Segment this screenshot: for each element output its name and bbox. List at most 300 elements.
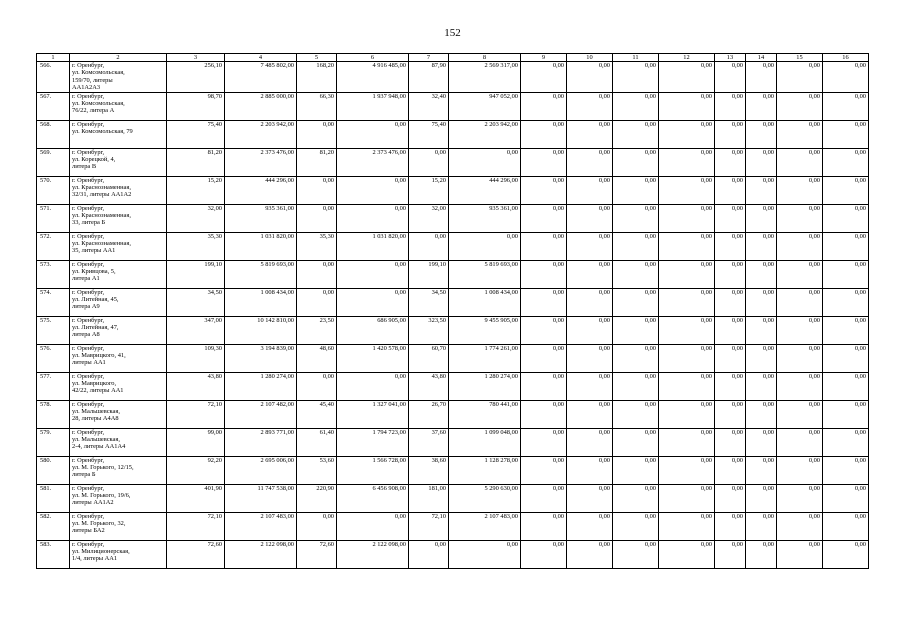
row-number-cell: 568.: [37, 120, 70, 148]
value-cell-c4: 10 142 810,00: [225, 316, 297, 344]
value-cell-c4: 444 296,00: [225, 176, 297, 204]
value-cell-c5: 72,60: [297, 540, 337, 568]
value-cell-c5: 61,40: [297, 428, 337, 456]
value-cell-c3: 401,90: [167, 484, 225, 512]
value-cell-c8: 444 296,00: [449, 176, 521, 204]
value-cell-c7: 72,10: [409, 512, 449, 540]
value-cell-c15: 0,00: [777, 316, 823, 344]
table-row: [37, 260, 869, 288]
value-cell-c13: 0,00: [715, 260, 746, 288]
value-cell-c7: 0,00: [409, 148, 449, 176]
value-cell-c4: 2 203 942,00: [225, 120, 297, 148]
value-cell-c9: 0,00: [521, 288, 567, 316]
address-cell: г. Оренбург, ул. Комсомольская, 79: [70, 120, 167, 148]
table-row: [37, 62, 869, 93]
value-cell-c14: 0,00: [746, 260, 777, 288]
value-cell-c12: 0,00: [659, 260, 715, 288]
value-cell-c10: 0,00: [567, 260, 613, 288]
row-number-cell: 582.: [37, 512, 70, 540]
value-cell-c7: 32,00: [409, 204, 449, 232]
address-cell: г. Оренбург, ул. Мальшевская, 2-4, литеры АА1А4: [70, 428, 167, 456]
value-cell-c16: 0,00: [823, 540, 869, 568]
value-cell-c9: 0,00: [521, 400, 567, 428]
table-row: [37, 400, 869, 428]
value-cell-c9: 0,00: [521, 148, 567, 176]
address-cell: г. Оренбург, ул. Корецкой, 4, литера В: [70, 148, 167, 176]
value-cell-c7: 37,60: [409, 428, 449, 456]
value-cell-c16: 0,00: [823, 400, 869, 428]
value-cell-c13: 0,00: [715, 92, 746, 120]
value-cell-c14: 0,00: [746, 540, 777, 568]
value-cell-c8: 1 128 278,00: [449, 456, 521, 484]
row-number-cell: 566.: [37, 62, 70, 93]
value-cell-c6: 686 905,00: [337, 316, 409, 344]
value-cell-c14: 0,00: [746, 92, 777, 120]
value-cell-c16: 0,00: [823, 288, 869, 316]
value-cell-c7: 32,40: [409, 92, 449, 120]
value-cell-c13: 0,00: [715, 176, 746, 204]
value-cell-c3: 34,50: [167, 288, 225, 316]
column-number-cell: 13: [715, 54, 746, 62]
value-cell-c10: 0,00: [567, 344, 613, 372]
value-cell-c12: 0,00: [659, 316, 715, 344]
value-cell-c3: 72,60: [167, 540, 225, 568]
value-cell-c5: 66,30: [297, 92, 337, 120]
value-cell-c3: 72,10: [167, 512, 225, 540]
value-cell-c6: 0,00: [337, 260, 409, 288]
value-cell-c6: 0,00: [337, 288, 409, 316]
value-cell-c10: 0,00: [567, 316, 613, 344]
value-cell-c16: 0,00: [823, 316, 869, 344]
value-cell-c13: 0,00: [715, 148, 746, 176]
value-cell-c14: 0,00: [746, 428, 777, 456]
value-cell-c9: 0,00: [521, 484, 567, 512]
value-cell-c7: 199,10: [409, 260, 449, 288]
value-cell-c7: 0,00: [409, 540, 449, 568]
value-cell-c3: 75,40: [167, 120, 225, 148]
column-number-cell: 8: [449, 54, 521, 62]
value-cell-c11: 0,00: [613, 92, 659, 120]
value-cell-c13: 0,00: [715, 372, 746, 400]
value-cell-c4: 935 361,00: [225, 204, 297, 232]
value-cell-c13: 0,00: [715, 428, 746, 456]
value-cell-c8: 2 107 483,00: [449, 512, 521, 540]
value-cell-c8: 2 203 942,00: [449, 120, 521, 148]
value-cell-c9: 0,00: [521, 540, 567, 568]
value-cell-c4: 2 107 482,00: [225, 400, 297, 428]
value-cell-c3: 72,10: [167, 400, 225, 428]
column-number-cell: 11: [613, 54, 659, 62]
value-cell-c5: 35,30: [297, 232, 337, 260]
value-cell-c4: 2 122 098,00: [225, 540, 297, 568]
value-cell-c14: 0,00: [746, 316, 777, 344]
value-cell-c7: 15,20: [409, 176, 449, 204]
value-cell-c9: 0,00: [521, 512, 567, 540]
value-cell-c12: 0,00: [659, 120, 715, 148]
row-number-cell: 579.: [37, 428, 70, 456]
column-number-header: [37, 54, 869, 62]
value-cell-c9: 0,00: [521, 260, 567, 288]
value-cell-c11: 0,00: [613, 344, 659, 372]
value-cell-c8: 935 361,00: [449, 204, 521, 232]
value-cell-c16: 0,00: [823, 120, 869, 148]
value-cell-c7: 38,60: [409, 456, 449, 484]
page-number: 152: [444, 27, 461, 39]
value-cell-c9: 0,00: [521, 176, 567, 204]
value-cell-c16: 0,00: [823, 148, 869, 176]
column-number-cell: 6: [337, 54, 409, 62]
value-cell-c14: 0,00: [746, 62, 777, 93]
table-row: [37, 176, 869, 204]
value-cell-c3: 32,00: [167, 204, 225, 232]
value-cell-c3: 109,30: [167, 344, 225, 372]
table-row: [37, 92, 869, 120]
row-number-cell: 567.: [37, 92, 70, 120]
value-cell-c16: 0,00: [823, 484, 869, 512]
value-cell-c16: 0,00: [823, 344, 869, 372]
row-number-cell: 581.: [37, 484, 70, 512]
value-cell-c4: 11 747 538,00: [225, 484, 297, 512]
value-cell-c10: 0,00: [567, 428, 613, 456]
value-cell-c7: 0,00: [409, 232, 449, 260]
value-cell-c12: 0,00: [659, 92, 715, 120]
row-number-cell: 578.: [37, 400, 70, 428]
value-cell-c3: 256,10: [167, 62, 225, 93]
value-cell-c9: 0,00: [521, 120, 567, 148]
column-number-cell: 1: [37, 54, 70, 62]
column-number-cell: 5: [297, 54, 337, 62]
column-number-cell: 12: [659, 54, 715, 62]
address-cell: г. Оренбург, ул. Мальшевская, 28, литеры А4А8: [70, 400, 167, 428]
table-row: [37, 512, 869, 540]
value-cell-c3: 99,00: [167, 428, 225, 456]
row-number-cell: 575.: [37, 316, 70, 344]
value-cell-c9: 0,00: [521, 316, 567, 344]
property-table: [36, 53, 869, 569]
value-cell-c15: 0,00: [777, 176, 823, 204]
value-cell-c11: 0,00: [613, 204, 659, 232]
row-number-cell: 574.: [37, 288, 70, 316]
row-number-cell: 573.: [37, 260, 70, 288]
value-cell-c10: 0,00: [567, 400, 613, 428]
value-cell-c13: 0,00: [715, 232, 746, 260]
value-cell-c15: 0,00: [777, 512, 823, 540]
address-cell: г. Оренбург, ул. Краснознаменная, 35, литеры АА1: [70, 232, 167, 260]
value-cell-c5: 0,00: [297, 260, 337, 288]
row-number-cell: 571.: [37, 204, 70, 232]
value-cell-c4: 2 893 771,00: [225, 428, 297, 456]
value-cell-c11: 0,00: [613, 176, 659, 204]
column-number-cell: 7: [409, 54, 449, 62]
value-cell-c12: 0,00: [659, 176, 715, 204]
value-cell-c14: 0,00: [746, 148, 777, 176]
value-cell-c7: 75,40: [409, 120, 449, 148]
address-cell: г. Оренбург, ул. Милиционерская, 1/4, литеры АА1: [70, 540, 167, 568]
value-cell-c14: 0,00: [746, 484, 777, 512]
value-cell-c9: 0,00: [521, 204, 567, 232]
value-cell-c4: 2 107 483,00: [225, 512, 297, 540]
value-cell-c8: 0,00: [449, 148, 521, 176]
value-cell-c6: 1 420 578,00: [337, 344, 409, 372]
value-cell-c10: 0,00: [567, 176, 613, 204]
value-cell-c7: 181,00: [409, 484, 449, 512]
value-cell-c15: 0,00: [777, 372, 823, 400]
value-cell-c13: 0,00: [715, 540, 746, 568]
value-cell-c6: 1 937 948,00: [337, 92, 409, 120]
value-cell-c10: 0,00: [567, 232, 613, 260]
value-cell-c11: 0,00: [613, 428, 659, 456]
value-cell-c11: 0,00: [613, 260, 659, 288]
value-cell-c15: 0,00: [777, 260, 823, 288]
address-cell: г. Оренбург, ул. Маврицкого, 41, литеры АА1: [70, 344, 167, 372]
column-number-cell: 9: [521, 54, 567, 62]
value-cell-c14: 0,00: [746, 344, 777, 372]
value-cell-c5: 0,00: [297, 288, 337, 316]
value-cell-c12: 0,00: [659, 484, 715, 512]
value-cell-c10: 0,00: [567, 540, 613, 568]
value-cell-c12: 0,00: [659, 400, 715, 428]
value-cell-c10: 0,00: [567, 512, 613, 540]
value-cell-c12: 0,00: [659, 512, 715, 540]
value-cell-c11: 0,00: [613, 456, 659, 484]
value-cell-c11: 0,00: [613, 148, 659, 176]
value-cell-c15: 0,00: [777, 484, 823, 512]
row-number-cell: 569.: [37, 148, 70, 176]
value-cell-c5: 23,50: [297, 316, 337, 344]
value-cell-c14: 0,00: [746, 176, 777, 204]
value-cell-c11: 0,00: [613, 400, 659, 428]
address-cell: г. Оренбург, ул. Комсомольская, 159/70, литеры АА1А2А3: [70, 62, 167, 93]
value-cell-c13: 0,00: [715, 316, 746, 344]
value-cell-c7: 34,50: [409, 288, 449, 316]
value-cell-c13: 0,00: [715, 456, 746, 484]
value-cell-c8: 5 290 630,00: [449, 484, 521, 512]
address-cell: г. Оренбург, ул. Литейная, 47, литера А8: [70, 316, 167, 344]
row-number-cell: 583.: [37, 540, 70, 568]
value-cell-c7: 26,70: [409, 400, 449, 428]
value-cell-c15: 0,00: [777, 344, 823, 372]
row-number-cell: 572.: [37, 232, 70, 260]
value-cell-c10: 0,00: [567, 120, 613, 148]
value-cell-c13: 0,00: [715, 400, 746, 428]
value-cell-c12: 0,00: [659, 232, 715, 260]
value-cell-c15: 0,00: [777, 62, 823, 93]
value-cell-c15: 0,00: [777, 148, 823, 176]
value-cell-c3: 81,20: [167, 148, 225, 176]
value-cell-c13: 0,00: [715, 204, 746, 232]
value-cell-c4: 2 695 006,00: [225, 456, 297, 484]
value-cell-c5: 45,40: [297, 400, 337, 428]
value-cell-c14: 0,00: [746, 288, 777, 316]
value-cell-c5: 0,00: [297, 176, 337, 204]
value-cell-c6: 1 794 723,00: [337, 428, 409, 456]
value-cell-c8: 1 008 434,00: [449, 288, 521, 316]
value-cell-c10: 0,00: [567, 148, 613, 176]
value-cell-c8: 0,00: [449, 232, 521, 260]
table-row: [37, 288, 869, 316]
value-cell-c6: 0,00: [337, 176, 409, 204]
value-cell-c11: 0,00: [613, 484, 659, 512]
value-cell-c13: 0,00: [715, 484, 746, 512]
value-cell-c11: 0,00: [613, 512, 659, 540]
table-row: [37, 204, 869, 232]
value-cell-c15: 0,00: [777, 456, 823, 484]
value-cell-c3: 199,10: [167, 260, 225, 288]
value-cell-c5: 0,00: [297, 512, 337, 540]
value-cell-c11: 0,00: [613, 288, 659, 316]
column-number-cell: 16: [823, 54, 869, 62]
table-row: [37, 148, 869, 176]
value-cell-c4: 1 031 820,00: [225, 232, 297, 260]
value-cell-c5: 0,00: [297, 120, 337, 148]
value-cell-c6: 4 916 485,00: [337, 62, 409, 93]
table-row: [37, 484, 869, 512]
address-cell: г. Оренбург, ул. Кривцова, 5, литера А1: [70, 260, 167, 288]
value-cell-c8: 2 569 317,00: [449, 62, 521, 93]
value-cell-c4: 2 885 000,00: [225, 92, 297, 120]
value-cell-c16: 0,00: [823, 456, 869, 484]
value-cell-c8: 1 099 048,00: [449, 428, 521, 456]
value-cell-c12: 0,00: [659, 344, 715, 372]
value-cell-c9: 0,00: [521, 232, 567, 260]
value-cell-c6: 2 373 476,00: [337, 148, 409, 176]
value-cell-c5: 0,00: [297, 372, 337, 400]
value-cell-c3: 15,20: [167, 176, 225, 204]
value-cell-c9: 0,00: [521, 92, 567, 120]
address-cell: г. Оренбург, ул. Краснознаменная, 32/31, литеры АА1А2: [70, 176, 167, 204]
value-cell-c6: 0,00: [337, 372, 409, 400]
address-cell: г. Оренбург, ул. Маврицкого, 42/22, литеры АА1: [70, 372, 167, 400]
value-cell-c13: 0,00: [715, 288, 746, 316]
value-cell-c8: 5 819 693,00: [449, 260, 521, 288]
value-cell-c8: 780 441,00: [449, 400, 521, 428]
value-cell-c3: 35,30: [167, 232, 225, 260]
value-cell-c7: 43,80: [409, 372, 449, 400]
value-cell-c6: 0,00: [337, 204, 409, 232]
value-cell-c10: 0,00: [567, 204, 613, 232]
value-cell-c15: 0,00: [777, 92, 823, 120]
value-cell-c13: 0,00: [715, 62, 746, 93]
value-cell-c3: 98,70: [167, 92, 225, 120]
value-cell-c4: 7 485 802,00: [225, 62, 297, 93]
value-cell-c8: 1 280 274,00: [449, 372, 521, 400]
value-cell-c16: 0,00: [823, 232, 869, 260]
value-cell-c6: 6 456 908,00: [337, 484, 409, 512]
value-cell-c12: 0,00: [659, 204, 715, 232]
row-number-cell: 577.: [37, 372, 70, 400]
value-cell-c14: 0,00: [746, 512, 777, 540]
value-cell-c5: 81,20: [297, 148, 337, 176]
value-cell-c11: 0,00: [613, 62, 659, 93]
value-cell-c4: 1 280 274,00: [225, 372, 297, 400]
row-number-cell: 570.: [37, 176, 70, 204]
value-cell-c12: 0,00: [659, 288, 715, 316]
column-number-cell: 3: [167, 54, 225, 62]
value-cell-c6: 1 566 728,00: [337, 456, 409, 484]
value-cell-c15: 0,00: [777, 232, 823, 260]
value-cell-c14: 0,00: [746, 120, 777, 148]
value-cell-c6: 1 031 820,00: [337, 232, 409, 260]
value-cell-c14: 0,00: [746, 372, 777, 400]
value-cell-c14: 0,00: [746, 456, 777, 484]
value-cell-c15: 0,00: [777, 204, 823, 232]
value-cell-c10: 0,00: [567, 484, 613, 512]
value-cell-c9: 0,00: [521, 344, 567, 372]
column-number-cell: 2: [70, 54, 167, 62]
table-row: [37, 344, 869, 372]
value-cell-c11: 0,00: [613, 372, 659, 400]
table-row: [37, 428, 869, 456]
table-row: [37, 232, 869, 260]
value-cell-c10: 0,00: [567, 372, 613, 400]
value-cell-c6: 2 122 098,00: [337, 540, 409, 568]
value-cell-c3: 43,80: [167, 372, 225, 400]
value-cell-c6: 1 327 041,00: [337, 400, 409, 428]
value-cell-c12: 0,00: [659, 456, 715, 484]
value-cell-c10: 0,00: [567, 288, 613, 316]
value-cell-c8: 1 774 261,00: [449, 344, 521, 372]
value-cell-c12: 0,00: [659, 428, 715, 456]
table-row: [37, 372, 869, 400]
value-cell-c6: 0,00: [337, 120, 409, 148]
value-cell-c3: 92,20: [167, 456, 225, 484]
address-cell: г. Оренбург, ул. Краснознаменная, 33, литера Б: [70, 204, 167, 232]
value-cell-c9: 0,00: [521, 456, 567, 484]
value-cell-c10: 0,00: [567, 456, 613, 484]
value-cell-c4: 2 373 476,00: [225, 148, 297, 176]
value-cell-c5: 0,00: [297, 204, 337, 232]
value-cell-c16: 0,00: [823, 512, 869, 540]
row-number-cell: 576.: [37, 344, 70, 372]
value-cell-c3: 347,00: [167, 316, 225, 344]
value-cell-c11: 0,00: [613, 540, 659, 568]
value-cell-c10: 0,00: [567, 92, 613, 120]
value-cell-c9: 0,00: [521, 62, 567, 93]
value-cell-c4: 5 819 693,00: [225, 260, 297, 288]
value-cell-c16: 0,00: [823, 176, 869, 204]
column-number-cell: 4: [225, 54, 297, 62]
value-cell-c14: 0,00: [746, 400, 777, 428]
value-cell-c15: 0,00: [777, 428, 823, 456]
value-cell-c16: 0,00: [823, 62, 869, 93]
value-cell-c7: 60,70: [409, 344, 449, 372]
address-cell: г. Оренбург, ул. Комсомольская, 76/22, литера А: [70, 92, 167, 120]
value-cell-c14: 0,00: [746, 204, 777, 232]
value-cell-c4: 1 008 434,00: [225, 288, 297, 316]
column-number-cell: 10: [567, 54, 613, 62]
value-cell-c16: 0,00: [823, 92, 869, 120]
value-cell-c9: 0,00: [521, 428, 567, 456]
value-cell-c9: 0,00: [521, 372, 567, 400]
table-row: [37, 120, 869, 148]
value-cell-c13: 0,00: [715, 344, 746, 372]
address-cell: г. Оренбург, ул. Литейная, 45, литера А9: [70, 288, 167, 316]
value-cell-c11: 0,00: [613, 120, 659, 148]
value-cell-c11: 0,00: [613, 316, 659, 344]
value-cell-c15: 0,00: [777, 400, 823, 428]
column-number-cell: 14: [746, 54, 777, 62]
value-cell-c8: 9 455 905,00: [449, 316, 521, 344]
value-cell-c12: 0,00: [659, 540, 715, 568]
address-cell: г. Оренбург, ул. М. Горького, 12/15, литера Б: [70, 456, 167, 484]
value-cell-c8: 0,00: [449, 540, 521, 568]
value-cell-c15: 0,00: [777, 540, 823, 568]
value-cell-c15: 0,00: [777, 288, 823, 316]
value-cell-c4: 3 194 839,00: [225, 344, 297, 372]
value-cell-c14: 0,00: [746, 232, 777, 260]
address-cell: г. Оренбург, ул. М. Горького, 32, литеры БА2: [70, 512, 167, 540]
table-row: [37, 316, 869, 344]
